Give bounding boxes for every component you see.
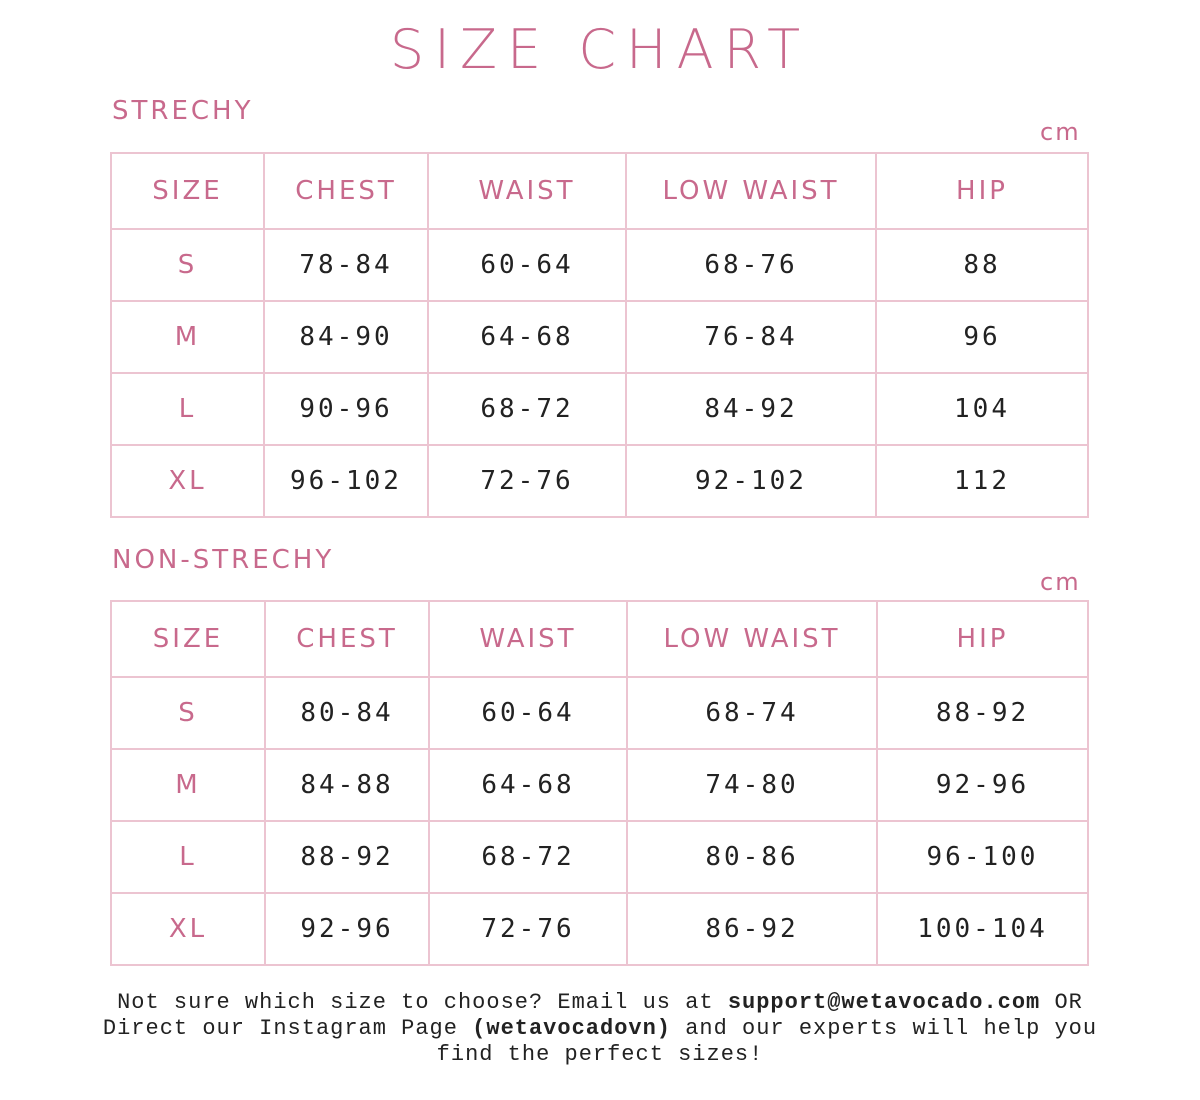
footer-line-1-suffix: OR bbox=[1040, 990, 1083, 1015]
chest-cell: 84-90 bbox=[264, 301, 428, 373]
footer-line-3: find the perfect sizes! bbox=[436, 1042, 764, 1067]
waist-cell: 72-76 bbox=[428, 445, 626, 517]
hip-cell: 96 bbox=[876, 301, 1088, 373]
hip-cell: 92-96 bbox=[877, 749, 1088, 821]
table-row bbox=[111, 893, 1088, 965]
chest-cell: 78-84 bbox=[264, 229, 428, 301]
stretchy-size-table bbox=[110, 152, 1089, 518]
waist-cell: 60-64 bbox=[429, 677, 627, 749]
help-footer bbox=[40, 990, 1160, 1068]
footer-line-2-prefix: Direct our Instagram Page bbox=[102, 1016, 473, 1041]
size-cell: S bbox=[111, 229, 264, 301]
waist-cell: 64-68 bbox=[429, 749, 627, 821]
hip-cell: 104 bbox=[876, 373, 1088, 445]
table-row bbox=[111, 677, 1088, 749]
hip-cell: 88-92 bbox=[877, 677, 1088, 749]
header-low-waist: LOW WAIST bbox=[627, 601, 877, 677]
table-row bbox=[111, 821, 1088, 893]
low-waist-cell: 68-76 bbox=[626, 229, 876, 301]
page-title: SIZE CHART bbox=[389, 18, 811, 81]
stretchy-label: STRECHY bbox=[112, 96, 254, 126]
size-cell: L bbox=[111, 821, 265, 893]
table-row bbox=[111, 301, 1088, 373]
size-cell: XL bbox=[111, 893, 265, 965]
chest-cell: 90-96 bbox=[264, 373, 428, 445]
waist-cell: 68-72 bbox=[429, 821, 627, 893]
hip-cell: 96-100 bbox=[877, 821, 1088, 893]
footer-line-2-suffix: and our experts will help you bbox=[671, 1016, 1098, 1041]
instagram-handle[interactable]: (wetavocadovn) bbox=[472, 1016, 672, 1041]
waist-cell: 64-68 bbox=[428, 301, 626, 373]
header-low-waist: LOW WAIST bbox=[626, 153, 876, 229]
low-waist-cell: 80-86 bbox=[627, 821, 877, 893]
footer-line-2 bbox=[40, 1016, 1160, 1042]
chest-cell: 80-84 bbox=[265, 677, 429, 749]
table-row bbox=[111, 445, 1088, 517]
table-row bbox=[111, 373, 1088, 445]
table-header-row bbox=[111, 153, 1088, 229]
chest-cell: 96-102 bbox=[264, 445, 428, 517]
header-waist: WAIST bbox=[429, 601, 627, 677]
size-cell: L bbox=[111, 373, 264, 445]
non-stretchy-size-table bbox=[110, 600, 1089, 966]
footer-line-1 bbox=[40, 990, 1160, 1016]
low-waist-cell: 76-84 bbox=[626, 301, 876, 373]
waist-cell: 68-72 bbox=[428, 373, 626, 445]
header-waist: WAIST bbox=[428, 153, 626, 229]
table-row bbox=[111, 229, 1088, 301]
chest-cell: 88-92 bbox=[265, 821, 429, 893]
low-waist-cell: 68-74 bbox=[627, 677, 877, 749]
chest-cell: 84-88 bbox=[265, 749, 429, 821]
size-cell: M bbox=[111, 301, 264, 373]
hip-cell: 112 bbox=[876, 445, 1088, 517]
low-waist-cell: 92-102 bbox=[626, 445, 876, 517]
low-waist-cell: 74-80 bbox=[627, 749, 877, 821]
table-header-row bbox=[111, 601, 1088, 677]
size-cell: M bbox=[111, 749, 265, 821]
size-cell: XL bbox=[111, 445, 264, 517]
waist-cell: 60-64 bbox=[428, 229, 626, 301]
support-email-link[interactable]: support@wetavocado.com bbox=[727, 990, 1041, 1015]
table-row bbox=[111, 749, 1088, 821]
low-waist-cell: 84-92 bbox=[626, 373, 876, 445]
header-hip: HIP bbox=[877, 601, 1088, 677]
header-hip: HIP bbox=[876, 153, 1088, 229]
non-stretchy-label: NON-STRECHY bbox=[112, 545, 335, 575]
footer-line-1-prefix: Not sure which size to choose? Email us at bbox=[117, 990, 728, 1015]
header-chest: CHEST bbox=[264, 153, 428, 229]
waist-cell: 72-76 bbox=[429, 893, 627, 965]
stretchy-unit-label: cm bbox=[1040, 118, 1081, 146]
size-cell: S bbox=[111, 677, 265, 749]
header-size: SIZE bbox=[111, 601, 265, 677]
header-chest: CHEST bbox=[265, 601, 429, 677]
hip-cell: 100-104 bbox=[877, 893, 1088, 965]
chest-cell: 92-96 bbox=[265, 893, 429, 965]
low-waist-cell: 86-92 bbox=[627, 893, 877, 965]
non-stretchy-unit-label: cm bbox=[1040, 568, 1081, 596]
header-size: SIZE bbox=[111, 153, 264, 229]
hip-cell: 88 bbox=[876, 229, 1088, 301]
